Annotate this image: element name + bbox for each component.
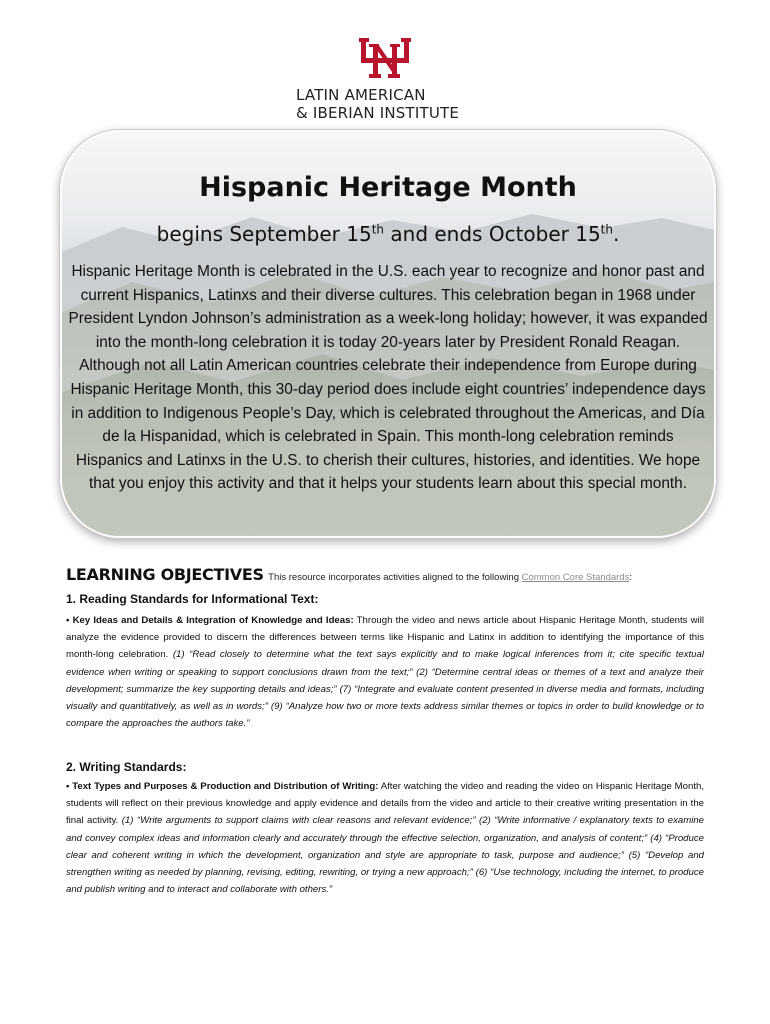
reading-standards-heading: 1. Reading Standards for Informational Text: — [66, 592, 319, 606]
bullet-icon: • — [66, 781, 70, 792]
objectives-colon: : — [629, 572, 632, 583]
date-range-subtitle — [62, 222, 714, 246]
objectives-title: LEARNING OBJECTIVES — [66, 565, 264, 584]
writing-standards-heading: 2. Writing Standards: — [66, 760, 187, 774]
writing-label: Text Types and Purposes & Production and Distribution of Writing: — [72, 781, 379, 792]
subtitle-sup-1: th — [371, 222, 385, 237]
unm-logo-icon — [353, 36, 417, 80]
hero-panel — [60, 130, 716, 538]
reading-standards-paragraph — [66, 612, 704, 732]
subtitle-part-1: begins September 15 — [156, 222, 372, 246]
subtitle-part-2: and ends October 15 — [384, 222, 601, 246]
institute-line-2: & IBERIAN INSTITUTE — [296, 104, 460, 122]
page-title: Hispanic Heritage Month — [199, 172, 577, 203]
institute-name — [296, 86, 496, 122]
reading-label: Key Ideas and Details & Integration of Knowledge and Ideas: — [72, 615, 354, 626]
reading-quote: (1) “Read closely to determine what the text says explicitly and to make logical inferences from it; cite specific textual evidence when writing or speaking to support conclusions drawn from the text;” (2) “Determine central ideas or themes of a text and analyze their development; summarize the key supporting details and ideas;” (7) “Integrate and evaluate content presented in diverse media and formats, including visually and quantitatively, as well as in words;” (9) “Analyze how two or more texts address similar themes or topics in order to build knowledge or to compare the approaches the authors take.” — [66, 649, 704, 730]
writing-text: After watching the video and reading the video on Hispanic Heritage Month, students will reflect on their previous knowledge and apply evidence and details from the video and article to their creative writing presentation in the final activity. — [66, 781, 704, 827]
subtitle-part-3: . — [612, 222, 620, 246]
intro-paragraph: Hispanic Heritage Month is celebrated in the U.S. each year to recognize and honor past and current Hispanics, Latinxs and their diverse cultures. This celebration began in 1968 under President Lyndon Johnson’s administration as a week-long holiday; however, it was expanded into the month-long celebration it is today 20-years later by President Ronald Reagan. Although not all Latin American countries celebrate their independence from Europe during Hispanic Heritage Month, this 30-day period does include eight countries’ independence days in addition to Indigenous People’s Day, which is celebrated throughout the Americas, and Día de la Hispanidad, which is celebrated in Spain. This month-long celebration reminds Hispanics and Latinxs in the U.S. to cherish their cultures, histories, and identities. We hope that you enjoy this activity and that it helps your students learn about this special month. — [68, 263, 708, 493]
common-core-link[interactable]: Common Core Standards — [521, 572, 630, 583]
writing-quote: (1) “Write arguments to support claims with clear reasons and relevant evidence;” (2) “Write informative / explanatory texts to examine and convey complex ideas and information clearly and accurately through the effective selection, organization, and analysis of content;” (4) “Produce clear and coherent writing in which the development, organization and style are appropriate to task, purpose and audience;” (5) “Develop and strengthen writing as needed by planning, revising, editing, rewriting, or trying a new approach;” (6) “Use technology, including the internet, to produce and publish writing and to interact and collaborate with others.” — [66, 815, 704, 896]
objectives-intro: This resource incorporates activities aligned to the following — [268, 572, 522, 583]
writing-standards-paragraph — [66, 778, 704, 898]
learning-objectives-heading — [66, 565, 726, 585]
institute-line-1: LATIN AMERICAN — [296, 86, 426, 104]
subtitle-sup-2: th — [600, 222, 613, 237]
unm-logo — [0, 36, 770, 80]
bullet-icon: • — [66, 615, 70, 626]
reading-text: Through the video and news article about Hispanic Heritage Month, students will analyze the evidence provided to discern the differences between terms like Hispanic and Latinx in addition to identifying the importance of this month-long celebration. — [66, 615, 704, 661]
